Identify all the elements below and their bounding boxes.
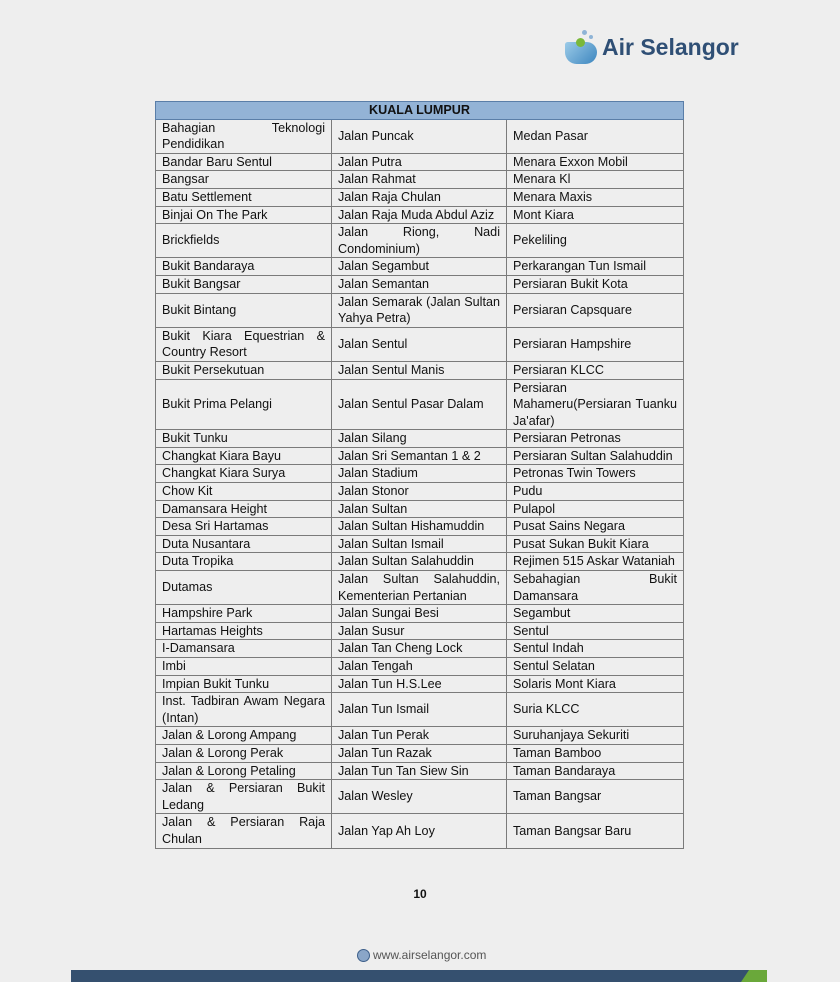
- table-cell: Bukit Bintang: [156, 293, 332, 327]
- table-row: [156, 744, 684, 762]
- table-cell: Jalan Sri Semantan 1 & 2: [332, 447, 507, 465]
- table-cell: Jalan & Persiaran Raja Chulan: [156, 814, 332, 848]
- table-cell: Jalan Wesley: [332, 780, 507, 814]
- table-cell: Persiaran Hampshire: [507, 327, 684, 361]
- table-cell: Suruhanjaya Sekuriti: [507, 727, 684, 745]
- table-cell: Jalan Sultan: [332, 500, 507, 518]
- table-cell: Jalan Riong, Nadi Condominium): [332, 224, 507, 258]
- table-cell: Jalan Segambut: [332, 258, 507, 276]
- table-row: [156, 605, 684, 623]
- air-selangor-logo: [562, 28, 739, 66]
- table-row: [156, 553, 684, 571]
- table-row: [156, 518, 684, 536]
- table-row: [156, 483, 684, 501]
- table-cell: Jalan Semarak (Jalan Sultan Yahya Petra): [332, 293, 507, 327]
- table-cell: Pudu: [507, 483, 684, 501]
- table-cell: Imbi: [156, 658, 332, 676]
- table-row: [156, 780, 684, 814]
- table-cell: Persiaran Capsquare: [507, 293, 684, 327]
- table-title: KUALA LUMPUR: [156, 102, 684, 120]
- table-cell: Hampshire Park: [156, 605, 332, 623]
- table-cell: Persiaran Petronas: [507, 430, 684, 448]
- kuala-lumpur-areas-table: [155, 101, 684, 849]
- table-row: [156, 571, 684, 605]
- table-cell: Changkat Kiara Surya: [156, 465, 332, 483]
- table-row: [156, 675, 684, 693]
- table-cell: Jalan Sultan Salahuddin, Kementerian Pertanian: [332, 571, 507, 605]
- table-cell: Jalan Sentul: [332, 327, 507, 361]
- table-cell: Bukit Tunku: [156, 430, 332, 448]
- table-row: [156, 640, 684, 658]
- table-cell: Jalan Tun H.S.Lee: [332, 675, 507, 693]
- table-cell: Jalan Sungai Besi: [332, 605, 507, 623]
- table-cell: Jalan Putra: [332, 153, 507, 171]
- table-cell: Sebahagian Bukit Damansara: [507, 571, 684, 605]
- table-row: [156, 622, 684, 640]
- table-row: [156, 188, 684, 206]
- table-cell: Impian Bukit Tunku: [156, 675, 332, 693]
- table-cell: Menara Kl: [507, 171, 684, 189]
- table-cell: Jalan Tengah: [332, 658, 507, 676]
- table-row: [156, 430, 684, 448]
- table-cell: Jalan & Persiaran Bukit Ledang: [156, 780, 332, 814]
- water-drop-logo-icon: [562, 28, 598, 66]
- table-row: [156, 327, 684, 361]
- table-cell: Persiaran KLCC: [507, 361, 684, 379]
- table-cell: Rejimen 515 Askar Wataniah: [507, 553, 684, 571]
- table-cell: Menara Maxis: [507, 188, 684, 206]
- table-cell: Pulapol: [507, 500, 684, 518]
- table-cell: Persiaran Mahameru(Persiaran Tuanku Ja'afar): [507, 379, 684, 430]
- table-cell: Taman Bangsar Baru: [507, 814, 684, 848]
- table-cell: Jalan Silang: [332, 430, 507, 448]
- table-cell: Jalan Puncak: [332, 119, 507, 153]
- table-cell: Inst. Tadbiran Awam Negara (Intan): [156, 693, 332, 727]
- table-cell: Bukit Prima Pelangi: [156, 379, 332, 430]
- table-cell: Suria KLCC: [507, 693, 684, 727]
- table-cell: Perkarangan Tun Ismail: [507, 258, 684, 276]
- table-cell: Batu Settlement: [156, 188, 332, 206]
- table-row: [156, 171, 684, 189]
- table-cell: Menara Exxon Mobil: [507, 153, 684, 171]
- table-cell: Jalan Stonor: [332, 483, 507, 501]
- table-cell: Persiaran Sultan Salahuddin: [507, 447, 684, 465]
- table-cell: Bahagian Teknologi Pendidikan: [156, 119, 332, 153]
- table-cell: Petronas Twin Towers: [507, 465, 684, 483]
- table-cell: Brickfields: [156, 224, 332, 258]
- table-row: [156, 658, 684, 676]
- table-cell: Segambut: [507, 605, 684, 623]
- table-row: [156, 275, 684, 293]
- table-cell: Jalan Yap Ah Loy: [332, 814, 507, 848]
- table-cell: Bukit Bandaraya: [156, 258, 332, 276]
- table-cell: Sentul Indah: [507, 640, 684, 658]
- table-row: [156, 535, 684, 553]
- table-cell: Jalan Tun Perak: [332, 727, 507, 745]
- table-cell: Persiaran Bukit Kota: [507, 275, 684, 293]
- table-row: [156, 293, 684, 327]
- website-url[interactable]: www.airselangor.com: [373, 948, 487, 962]
- table-cell: Solaris Mont Kiara: [507, 675, 684, 693]
- table-cell: Jalan Tun Razak: [332, 744, 507, 762]
- table-row: [156, 224, 684, 258]
- table-cell: Jalan Sultan Hishamuddin: [332, 518, 507, 536]
- table-cell: Jalan Sentul Manis: [332, 361, 507, 379]
- table-cell: Taman Bangsar: [507, 780, 684, 814]
- table-cell: Bukit Bangsar: [156, 275, 332, 293]
- table-row: [156, 447, 684, 465]
- table-cell: Mont Kiara: [507, 206, 684, 224]
- table-cell: Jalan & Lorong Perak: [156, 744, 332, 762]
- table-cell: Jalan Tun Tan Siew Sin: [332, 762, 507, 780]
- table-row: [156, 379, 684, 430]
- table-cell: Damansara Height: [156, 500, 332, 518]
- table-cell: Jalan Rahmat: [332, 171, 507, 189]
- table-cell: Pusat Sains Negara: [507, 518, 684, 536]
- table-cell: Jalan Semantan: [332, 275, 507, 293]
- website-footer: [357, 948, 486, 962]
- table-row: [156, 762, 684, 780]
- table-row: [156, 500, 684, 518]
- table-row: [156, 727, 684, 745]
- table-cell: Desa Sri Hartamas: [156, 518, 332, 536]
- table-cell: Chow Kit: [156, 483, 332, 501]
- table-cell: Bangsar: [156, 171, 332, 189]
- table-cell: Jalan Sentul Pasar Dalam: [332, 379, 507, 430]
- table-cell: Hartamas Heights: [156, 622, 332, 640]
- table-row: [156, 465, 684, 483]
- table-cell: Jalan & Lorong Ampang: [156, 727, 332, 745]
- table-cell: Taman Bandaraya: [507, 762, 684, 780]
- table-cell: Pekeliling: [507, 224, 684, 258]
- table-cell: Jalan Susur: [332, 622, 507, 640]
- table-cell: Sentul: [507, 622, 684, 640]
- table-cell: Jalan Raja Chulan: [332, 188, 507, 206]
- table-cell: Changkat Kiara Bayu: [156, 447, 332, 465]
- table-cell: Jalan Raja Muda Abdul Aziz: [332, 206, 507, 224]
- table-cell: Dutamas: [156, 571, 332, 605]
- table-cell: Jalan Sultan Ismail: [332, 535, 507, 553]
- table-cell: Binjai On The Park: [156, 206, 332, 224]
- table-cell: Jalan & Lorong Petaling: [156, 762, 332, 780]
- globe-icon: [357, 949, 370, 962]
- table-cell: Pusat Sukan Bukit Kiara: [507, 535, 684, 553]
- table-row: [156, 814, 684, 848]
- table-row: [156, 206, 684, 224]
- table-cell: Duta Nusantara: [156, 535, 332, 553]
- table-row: [156, 361, 684, 379]
- table-cell: Bukit Persekutuan: [156, 361, 332, 379]
- table-cell: I-Damansara: [156, 640, 332, 658]
- page-number: 10: [413, 887, 427, 901]
- table-cell: Taman Bamboo: [507, 744, 684, 762]
- footer-bar: [71, 970, 767, 982]
- table-cell: Medan Pasar: [507, 119, 684, 153]
- table-cell: Jalan Sultan Salahuddin: [332, 553, 507, 571]
- table-cell: Jalan Tun Ismail: [332, 693, 507, 727]
- table-cell: Jalan Tan Cheng Lock: [332, 640, 507, 658]
- table-cell: Duta Tropika: [156, 553, 332, 571]
- table-row: [156, 119, 684, 153]
- brand-name: Air Selangor: [602, 33, 739, 60]
- table-cell: Bandar Baru Sentul: [156, 153, 332, 171]
- table-row: [156, 258, 684, 276]
- table-row: [156, 153, 684, 171]
- table-row: [156, 693, 684, 727]
- table-cell: Bukit Kiara Equestrian & Country Resort: [156, 327, 332, 361]
- table-cell: Sentul Selatan: [507, 658, 684, 676]
- table-cell: Jalan Stadium: [332, 465, 507, 483]
